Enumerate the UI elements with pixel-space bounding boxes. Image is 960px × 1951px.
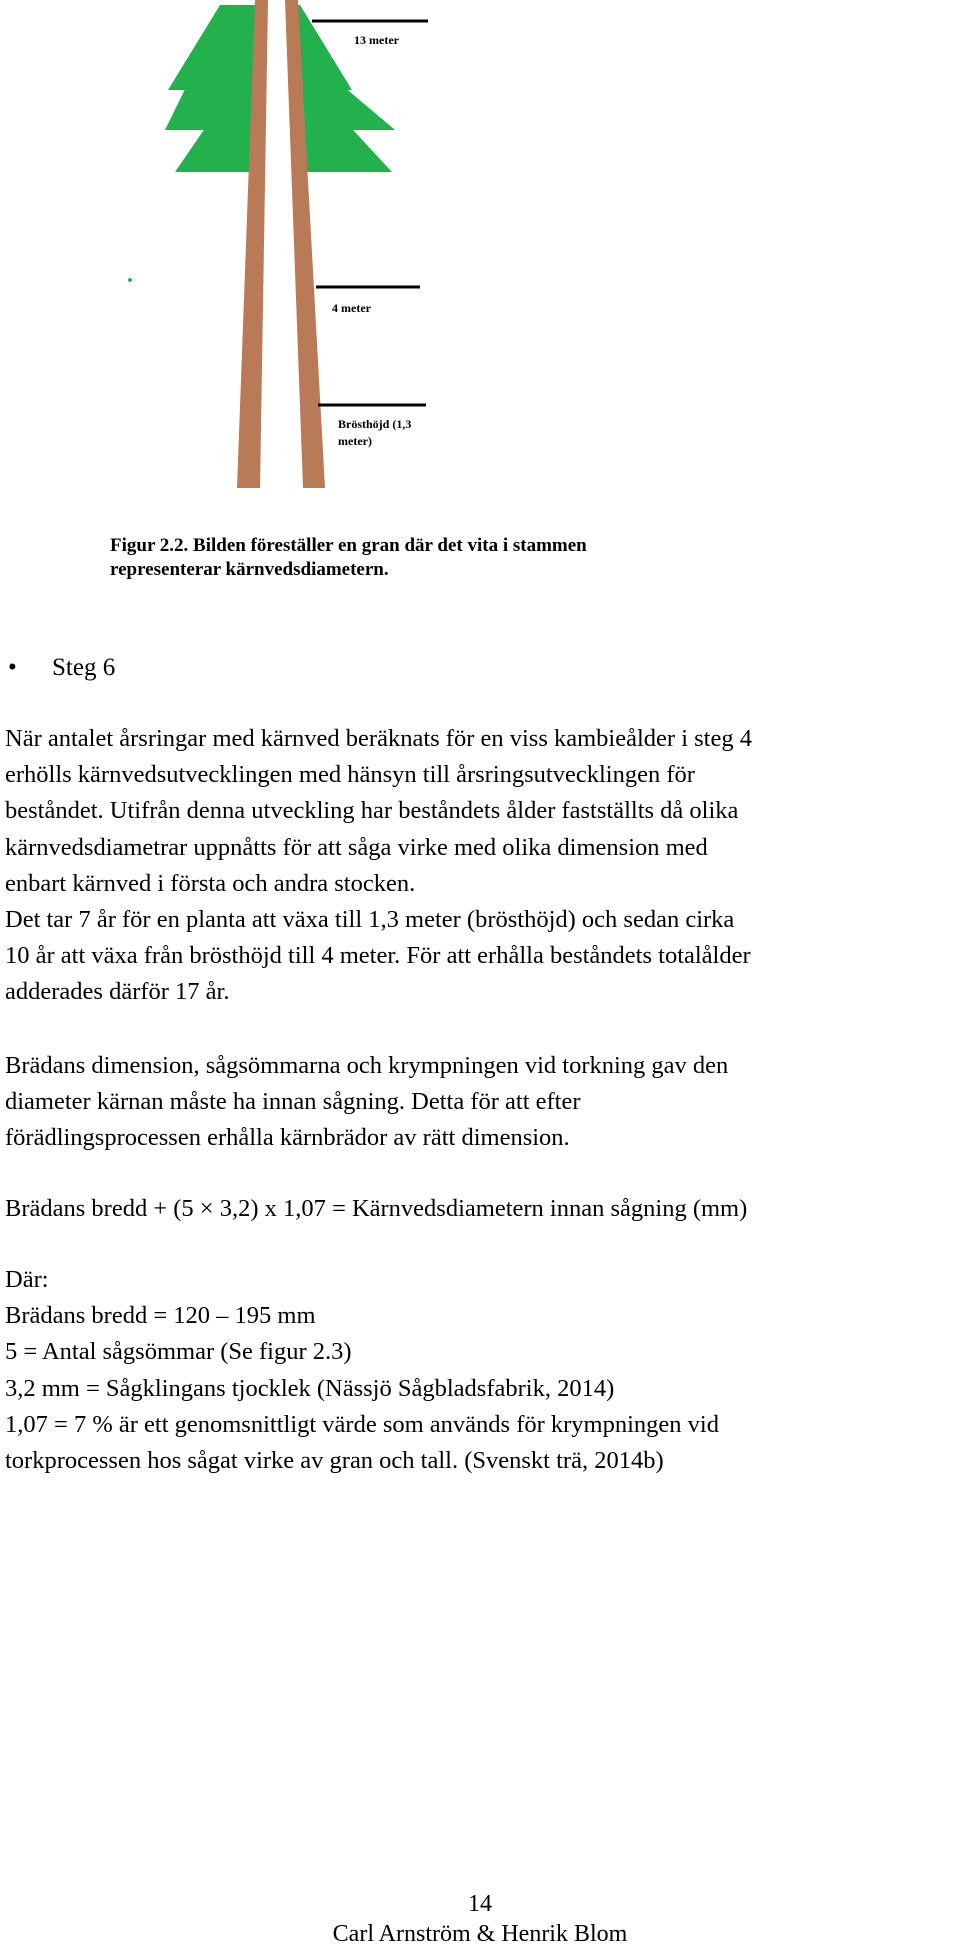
label-breast-height-line2: meter): [338, 434, 372, 448]
definition-line: 3,2 mm = Sågklingans tjocklek (Nässjö Sågbladsfabrik, 2014): [5, 1374, 615, 1402]
definition-line: Där:: [5, 1266, 49, 1293]
page-number: 14: [468, 1891, 492, 1917]
formula-text: Brädans bredd + (5 × 3,2) x 1,07 = Kärnvedsdiametern innan sågning (mm): [5, 1195, 748, 1222]
text-line: beståndet. Utifrån denna utveckling har beståndets ålder fastställts då olika: [5, 797, 739, 825]
text-line: Det tar 7 år för en planta att växa till 1,3 meter (brösthöjd) och sedan cirka: [5, 906, 735, 934]
bullet-icon: •: [8, 654, 17, 681]
caption-line: representerar kärnvedsdiametern.: [110, 559, 389, 580]
definitions: [5, 1262, 719, 1479]
definition-line: 5 = Antal sågsömmar (Se figur 2.3): [5, 1338, 352, 1366]
heading-text: Steg 6: [52, 654, 116, 681]
label-4-meter: 4 meter: [332, 301, 371, 315]
definition-line: torkprocessen hos sågat virke av gran och tall. (Svenskt trä, 2014b): [5, 1447, 664, 1475]
text-line: kärnvedsdiametrar uppnåtts för att såga virke med olika dimension med: [5, 833, 708, 861]
formula: [5, 1191, 747, 1227]
figure-caption: [110, 534, 810, 582]
spruce-tree-figure: [0, 0, 500, 500]
label-breast-height-line1: Brösthöjd (1,3: [338, 417, 412, 431]
paragraph-board-dimension: [5, 1048, 728, 1157]
text-line: adderades därför 17 år.: [5, 978, 230, 1006]
definition-line: 1,07 = 7 % är ett genomsnittligt värde som används för krympningen vid: [5, 1410, 719, 1438]
label-13-meter: 13 meter: [354, 33, 399, 47]
footer-authors: Carl Arnström & Henrik Blom: [332, 1921, 628, 1947]
text-line: När antalet årsringar med kärnved beräknats för en viss kambieålder i steg 4: [5, 725, 752, 752]
small-dot: [128, 278, 132, 282]
text-line: Brädans dimension, sågsömmarna och krympningen vid torkning gav den: [5, 1052, 729, 1079]
text-line: 10 år att växa från brösthöjd till 4 meter. För att erhålla beståndets totalålder: [5, 942, 751, 970]
caption-line: Figur 2.2. Bilden föreställer en gran där det vita i stammen: [110, 535, 587, 556]
text-line: förädlingsprocessen erhålla kärnbrädor av rätt dimension.: [5, 1124, 570, 1152]
paragraph-core-development: [5, 721, 752, 1011]
section-heading: [8, 653, 115, 683]
text-line: diameter kärnan måste ha innan sågning. Detta för att efter: [5, 1088, 581, 1116]
definition-line: Brädans bredd = 120 – 195 mm: [5, 1302, 316, 1330]
text-line: enbart kärnved i första och andra stocken.: [5, 869, 416, 897]
text-line: erhölls kärnvedsutvecklingen med hänsyn till årsringsutvecklingen för: [5, 761, 695, 789]
